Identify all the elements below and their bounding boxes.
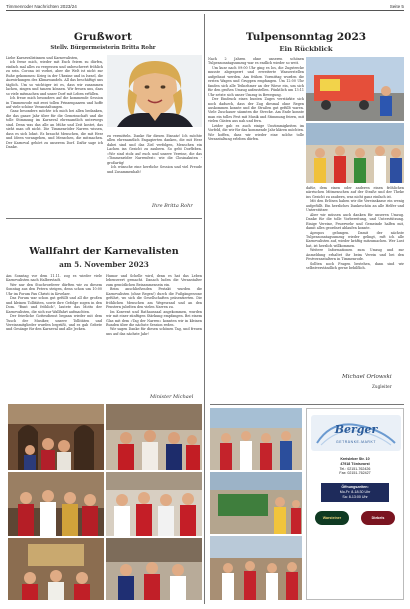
wallfahrt-column-2 bbox=[106, 274, 202, 390]
wallfahrt-column-1 bbox=[6, 274, 102, 400]
grusswort-signature: Ihre Britta Rohr bbox=[152, 203, 193, 209]
ad-badge-left bbox=[315, 511, 349, 525]
publication-name: Timmenroder Nachrichten 2023/24 bbox=[6, 4, 77, 9]
paragraph: Um kurz nach 09:00 Uhr ging es los, die Zugstrecke musste abgesperrt und erweiterte Wasserstellen aufgebaut werden. Am frühen Vormittag wurden die ersten Wagen und Gruppen empfangen. Um 12:00 Uhr fanden sich alle Teilnehmer an der Wiese ein, um sich für den großen Umzug aufzustellen. Pünktlich um 13:11 Uhr setzte sich unser Umzug in Bewegung. bbox=[208, 65, 304, 97]
grusswort-subtitle: Stellv. Bürgermeisterin Britta Rohr bbox=[50, 45, 156, 51]
paragraph: Sollten noch Fragen bestehen, dann sind wir selbstverständlich gerne behilflich. bbox=[306, 261, 404, 271]
tulpen-photo-parade-1 bbox=[210, 408, 302, 470]
advertisement-getraenkemarkt bbox=[306, 408, 404, 600]
ad-hours-weekday: Mo-Fr: 8-18:30 Uhr bbox=[339, 490, 371, 494]
tulpen-column-2 bbox=[306, 186, 404, 362]
paragraph: ich freue mich, wieder mit Euch feiern zu dürfen, einfach mal alles zu vergessen und unbeschwert fröhlich zu sein. Corona ist vorbei, aber die Welt ist nicht zur Ruhe gekommen: Krieg in der Ukraine und in Israel, die Auswirkungen des Klimawandels. All das beschäftigt uns täglich. Um so wichtiger ist es, dass wir zusammen lachen, singen und tanzen können. Wir freuen uns, dass so viele mitmachen und unser Dorf mit Leben erfüllen. bbox=[6, 60, 103, 96]
paragraph: Beim anschließenden Festakt wurden die Karnevalisten (ohne Regen!) durch die Fußgängerzone geführt, wo sich die Gesellschaften präsentierten. Die fröhlichen Menschen am Wegesrand und an den Fenstern jubelten den vielen Narren zu. bbox=[106, 287, 202, 310]
section-divider bbox=[210, 404, 404, 405]
wallfahrt-subtitle: am 5. November 2023 bbox=[59, 260, 149, 269]
ad-hours bbox=[321, 483, 389, 502]
paragraph: Im Konvent und Rathaussaal angekommen, wurden wir mit einer zünftigen Stärkung empfangen. Bei einem Glas mit dem »Tag der Narren« konnten wir in kleinen Runden über die nächste Session reden. bbox=[106, 309, 202, 327]
ad-street: Kreisleber Str. 10 bbox=[340, 457, 370, 461]
page-number: Seite 5 bbox=[389, 4, 404, 9]
ad-badge-right bbox=[361, 511, 395, 525]
tulpen-signature-role: Zugleiter bbox=[372, 384, 392, 389]
tulpen-photo-crowd bbox=[306, 123, 404, 183]
wallfahrt-photo-group-2 bbox=[106, 472, 202, 536]
paragraph: Weitere Informationen zum Umzug und zur Anmeldung erhaltet ihr beim Verein und bei den Festveranstaltern in Timmenrode. bbox=[306, 248, 404, 262]
ad-hours-title: Öffnungszeiten: bbox=[341, 485, 369, 489]
grusswort-title: Grußwort bbox=[73, 31, 133, 43]
wallfahrt-signature: Minister Michael bbox=[150, 394, 194, 400]
paragraph: dafür, dem einen oder anderen einen fröhlichen närrischen Mitmenschen auf der Straße und der Theke ins Gesicht zu zaubern, was nicht ganz einfach ist. bbox=[306, 186, 404, 199]
paragraph: Der feierliche Gottesdienst begann wieder mit dem Tusch der Musiker, unsere Tollitäten und Vereinsmitglieder wurden begrüßt, und es gab Gebete und Gesänge für den Karneval und alle Jecken. bbox=[6, 314, 102, 332]
wallfahrt-photo-street bbox=[106, 538, 202, 600]
tulpen-title: Tulpensonntag 2023 bbox=[245, 31, 367, 43]
tulpen-photo-parade-2 bbox=[210, 472, 302, 534]
ad-address bbox=[311, 457, 399, 476]
paragraph: Apropos gelungen. Damit der nächste Tulpensonntagsumzug wieder gelingt, ruft ich alle Karnevalisten auf, wieder kräftig mitzumachen. Wer Lust hat, ist herzlich willkommen. bbox=[306, 230, 404, 248]
paragraph: Wer nur den Stuchvorderer dürften wir zu diesem Sonntag aus den Petern steigen, denn schon um 10:00 Uhr im Forum Pax Christi in Kevelaer. bbox=[6, 282, 102, 296]
paragraph: Mit den Erlösen haben wir die Vereinskasse ein wenig aufgefüllt. Ein herzliches Dankeschön an alle Helfer und Unterstützer. bbox=[306, 199, 404, 213]
paragraph: Ich freue mich besonders auf die kommende Session in Timmenrode mit zwei tollen Prinzenpaaren und hoffe auf viele schöne Veranstaltungen. bbox=[6, 96, 103, 109]
paragraph: zu vermitteln. Danke für diesen Einsatz! Ich möchte allen ehrenamtlich Engagierten danken, die mit Herz dabei sind und das Ziel verfolgen, Menschen ein Lachen ins Gesicht zu zaubern. So geht Dorfleben. «Wir sind stolz auf euch und unsere Vereine, die das »Timmenröder Narrenfest« wie die Closinakuten - großartig! bbox=[107, 134, 202, 165]
ad-badge-left-text: Warsteiner bbox=[322, 516, 342, 520]
paragraph: Der Eindruck eines bunten Zuges verstärkte sich noch dadurch, dass der Zug diesmal ohne Regen auskommen konnte und die Straßen gut gefüllt waren. Viele Zuschauer säumten die Strecke. Am Ende konnte man ein tolles Fest mit Musik und Stimmung feiern, mit vielen Gästen aus nah und fern. bbox=[208, 97, 304, 124]
ad-tagline: GETRÄNKE-MARKT bbox=[335, 440, 377, 444]
ad-logo bbox=[311, 415, 401, 451]
britta-rohr-portrait bbox=[107, 55, 202, 127]
paragraph: Liebe Karnevalistinnen und Karnevalisten, bbox=[6, 56, 79, 60]
wallfahrt-title: Wallfahrt der Karnevalisten bbox=[29, 246, 179, 257]
paragraph: Das Forum war schon gut gefüllt und all die großen und kleinen Tollitäten, sowie ihre Gefolge zogen in den Dom. "Bunt und fröhlich", lautete das Motto der Karnevalisten, die sich zur Wallfahrt aufmachten. bbox=[6, 296, 102, 314]
ad-logo-text: Berger bbox=[334, 423, 378, 436]
ad-badge-right-text: Diebels bbox=[371, 516, 385, 520]
paragraph: Aber wir müssen auch danken für unseren Umzug. Danke für die tolle Vorbereitung, und Unterstützung. Einige Vereine, Feuerwehr und Gemeinde halfen mit, damit alles geordnet ablaufen konnte. bbox=[306, 212, 404, 231]
paragraph: Ganz besonders möchte ich mich bei allen bedanken, die das ganze Jahr über für die Gemeinschaft und die tolle Stimmung im Karneval ehrenamtlich unterwegs sind. Denn was das alle an Mühe und Zeit kostet, das sieht man oft nicht. Die Timmenröder Narren wissen, dass es sich lohnt. Es braucht Menschen, die mit Herz und Ideen vorangehen, und Menschen, die mitmachen. Der Karneval gehört zu unserem Dorf. Dafür sage ich Danke. bbox=[6, 109, 103, 150]
wallfahrt-photo-group-1 bbox=[8, 472, 104, 536]
ad-hours-saturday: Sa: 8-13:00 Uhr bbox=[342, 495, 368, 499]
paragraph: Nach 2 Jahren ohne unseren schönen Tulpensonntagsumzug war es endlich wieder so weit. bbox=[208, 57, 304, 66]
ad-phone: Tel.: 02151-762426 bbox=[339, 466, 371, 471]
section-divider bbox=[6, 218, 202, 219]
page-header bbox=[6, 3, 404, 11]
tulpen-photo-parade-3 bbox=[210, 536, 302, 600]
paragraph: Am Sonntag vor dem 11.11. zog es wieder viele Karnevalisten nach Halberstadt. bbox=[6, 274, 102, 283]
tulpen-subtitle: Ein Rückblick bbox=[279, 45, 333, 53]
column-divider bbox=[204, 14, 205, 604]
tulpen-signature: Michael Orlowski bbox=[342, 374, 392, 380]
tulpen-column-1 bbox=[208, 57, 304, 403]
wallfahrt-photo-procession bbox=[106, 404, 202, 470]
ad-city: 47918 Tönisvorst bbox=[340, 461, 370, 466]
grusswort-column-2 bbox=[107, 134, 202, 196]
paragraph: Leider gab es auch einige Unstimmigkeiten im Vorfeld, die wir für das kommende Jahr klären möchten. Wir hoffen, dass wir wieder eine solche tolle Veranstaltung erleben dürfen. bbox=[208, 123, 304, 142]
paragraph: Wir sagen Danke für diesen schönen Tag, und freuen uns auf das nächste Jahr! bbox=[106, 327, 202, 336]
paragraph: Humor und Schelle wird, denn es hat das Leben lebenswert gemacht. Danach luden die Veranstalter zum gemütlichen Beisammensein ein. bbox=[106, 274, 202, 287]
wallfahrt-photo-altar bbox=[8, 538, 104, 600]
grusswort-column-1 bbox=[6, 56, 103, 214]
tulpen-photo-float bbox=[306, 57, 404, 121]
paragraph: Ich wünsche eine herrliche Session und viel Freude und Zusammenhalt! bbox=[107, 165, 202, 174]
wallfahrt-photo-church-interior bbox=[8, 404, 104, 470]
ad-fax: Fax: 02151-762427 bbox=[339, 471, 371, 476]
